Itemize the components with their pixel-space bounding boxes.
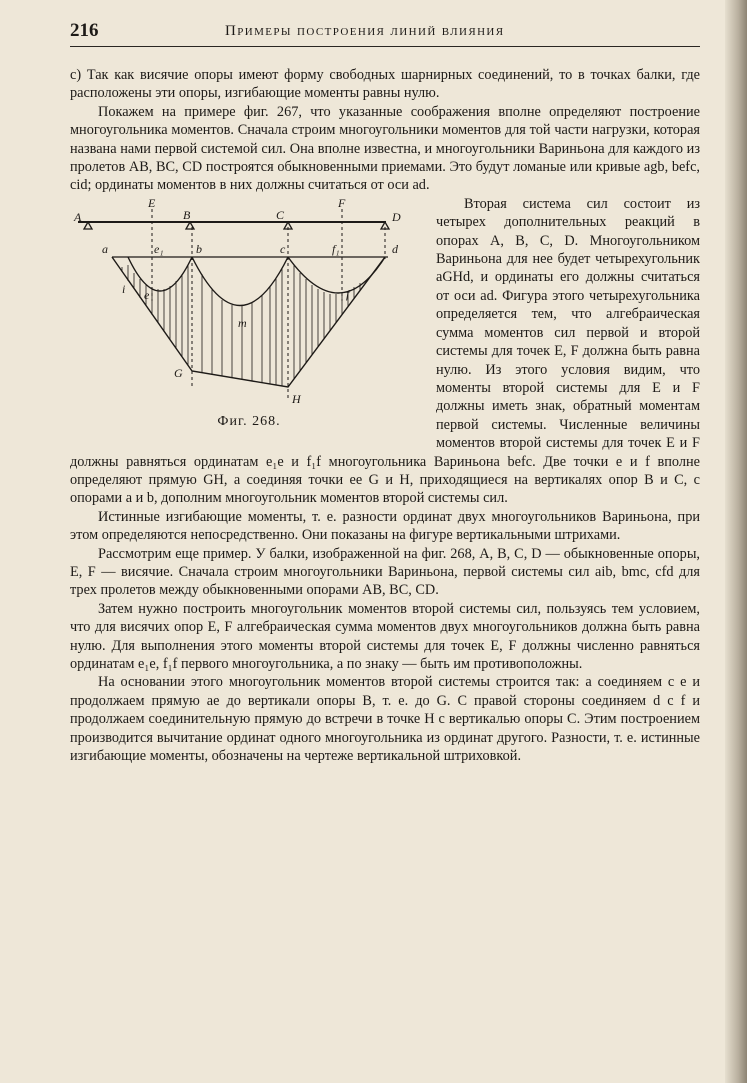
support-A-icon bbox=[84, 222, 92, 229]
curve-bmc bbox=[192, 257, 288, 306]
paragraph-fig267: Покажем на примере фиг. 267, что указанные соображения вполне определяют построение многоугольника моментов. Сначала строим многоугольники моментов для той части нагрузки, которая названа нами первой системой сил. Она вполне известна, и многоугольники Вариньона для каждого из пролетов AB, BC, CD построятся обыкновенными приемами. Это будут ломаные или кривые agb, befc, cid; ординаты моментов в них должны считаться от оси ad. bbox=[70, 103, 700, 194]
curve-cfd bbox=[288, 257, 385, 293]
running-title: Примеры построения линий влияния bbox=[225, 23, 505, 39]
paragraph-example-268: Рассмотрим еще пример. У балки, изображенной на фиг. 268, A, B, C, D — обыкновенные опоры, E, F — висячие. Сначала строим многоугольники Вариньона, первой системы сил aib, bmc, cfd для трех пролетов между обыкновенными опорами AB, BC, CD. bbox=[70, 545, 700, 599]
label-c: c bbox=[280, 241, 286, 256]
paragraph-second-system: Вторая система сил состоит из четырех дополнительных реакций в опорах A, B, C, D. Многоугольником Вариньона для нее будет четырехугольник aGHd, и ординаты его должны считаться от оси ad. Фигура этого четырехугольника определяется тем, что алгебраическая сумма моментов сил первой и второй системы для точек E, F должна быть равна нулю. Из этого условия видим, что моменты второй системы для E и F должны иметь знак, обратный моментам первой системы. Численные величины моментов второй системы для точек E и F должны равняться ординатам e₁e и f₁f многоугольника Вариньона befc. Две точки e и f вполне определяют прямую GH, а соединяя точки ее G и H, приходящиеся на вертикалях опор B и C, с опорами a и b, дополним многоугольник моментов второй системы сил. bbox=[70, 195, 700, 507]
label-i: i bbox=[122, 281, 126, 296]
page-spine-shadow bbox=[725, 0, 747, 1083]
beam-moment-diagram bbox=[70, 199, 428, 411]
paragraph-c: с) Так как висячие опоры имеют форму свободных шарнирных соединений, то в точках балки, где расположены эти опоры, изгибающие моменты равны нулю. bbox=[70, 67, 700, 102]
label-E: E bbox=[148, 198, 156, 210]
polygon-aGHd bbox=[112, 257, 385, 387]
label-D: D bbox=[392, 209, 401, 224]
figure-caption: Фиг. 268. bbox=[217, 413, 281, 429]
label-d: d bbox=[392, 241, 398, 256]
paragraph-true-moments: Истинные изгибающие моменты, т. е. разности ординат двух многоугольников Вариньона, при этом определяются непосредственно. Они показаны на фигуре вертикальными штрихами. bbox=[70, 508, 700, 544]
page-header bbox=[70, 20, 700, 47]
body-text bbox=[70, 66, 700, 765]
figure-268 bbox=[70, 199, 428, 442]
paragraph-second-polygon: Затем нужно построить многоугольник моментов второй системы сил, пользуясь тем условием, что для висячих опор E, F алгебраическая сумма моментов двух многоугольников должна быть равна нулю. Для выполнения этого моменты второй системы для точек E, F должны численно равняться ординатам e₁e, f₁f первого многоугольника, а по знаку — быть им противоположны. bbox=[70, 600, 700, 672]
label-B: B bbox=[183, 207, 191, 222]
label-G: G bbox=[174, 365, 183, 380]
label-f: f bbox=[346, 286, 350, 301]
label-m: m bbox=[238, 315, 247, 330]
label-C: C bbox=[276, 207, 285, 222]
label-b: b bbox=[196, 241, 202, 256]
label-F: F bbox=[338, 198, 346, 210]
label-f1: f₁ bbox=[332, 241, 340, 256]
label-e1: e₁ bbox=[154, 241, 164, 256]
label-A: A bbox=[74, 209, 82, 224]
paragraph-construction: На основании этого многоугольник моментов второй системы строится так: a соединяем с e и продолжаем прямую ae до вертикали опоры B, т. е. до G. С правой стороны соединяем d с f и продолжаем соединительную прямую до встречи в точке H с вертикалью опоры C. Этим построением производится вычитание ординат одного многоугольника из ординат другого. Разности, т. е. истинные изгибающие моменты, обозначены на чертеже вертикальной штриховкой. bbox=[70, 674, 700, 765]
support-B-icon bbox=[186, 222, 194, 229]
label-a: a bbox=[102, 241, 108, 256]
label-H: H bbox=[292, 391, 301, 406]
page-number: 216 bbox=[70, 20, 99, 41]
label-e: e bbox=[144, 287, 150, 302]
